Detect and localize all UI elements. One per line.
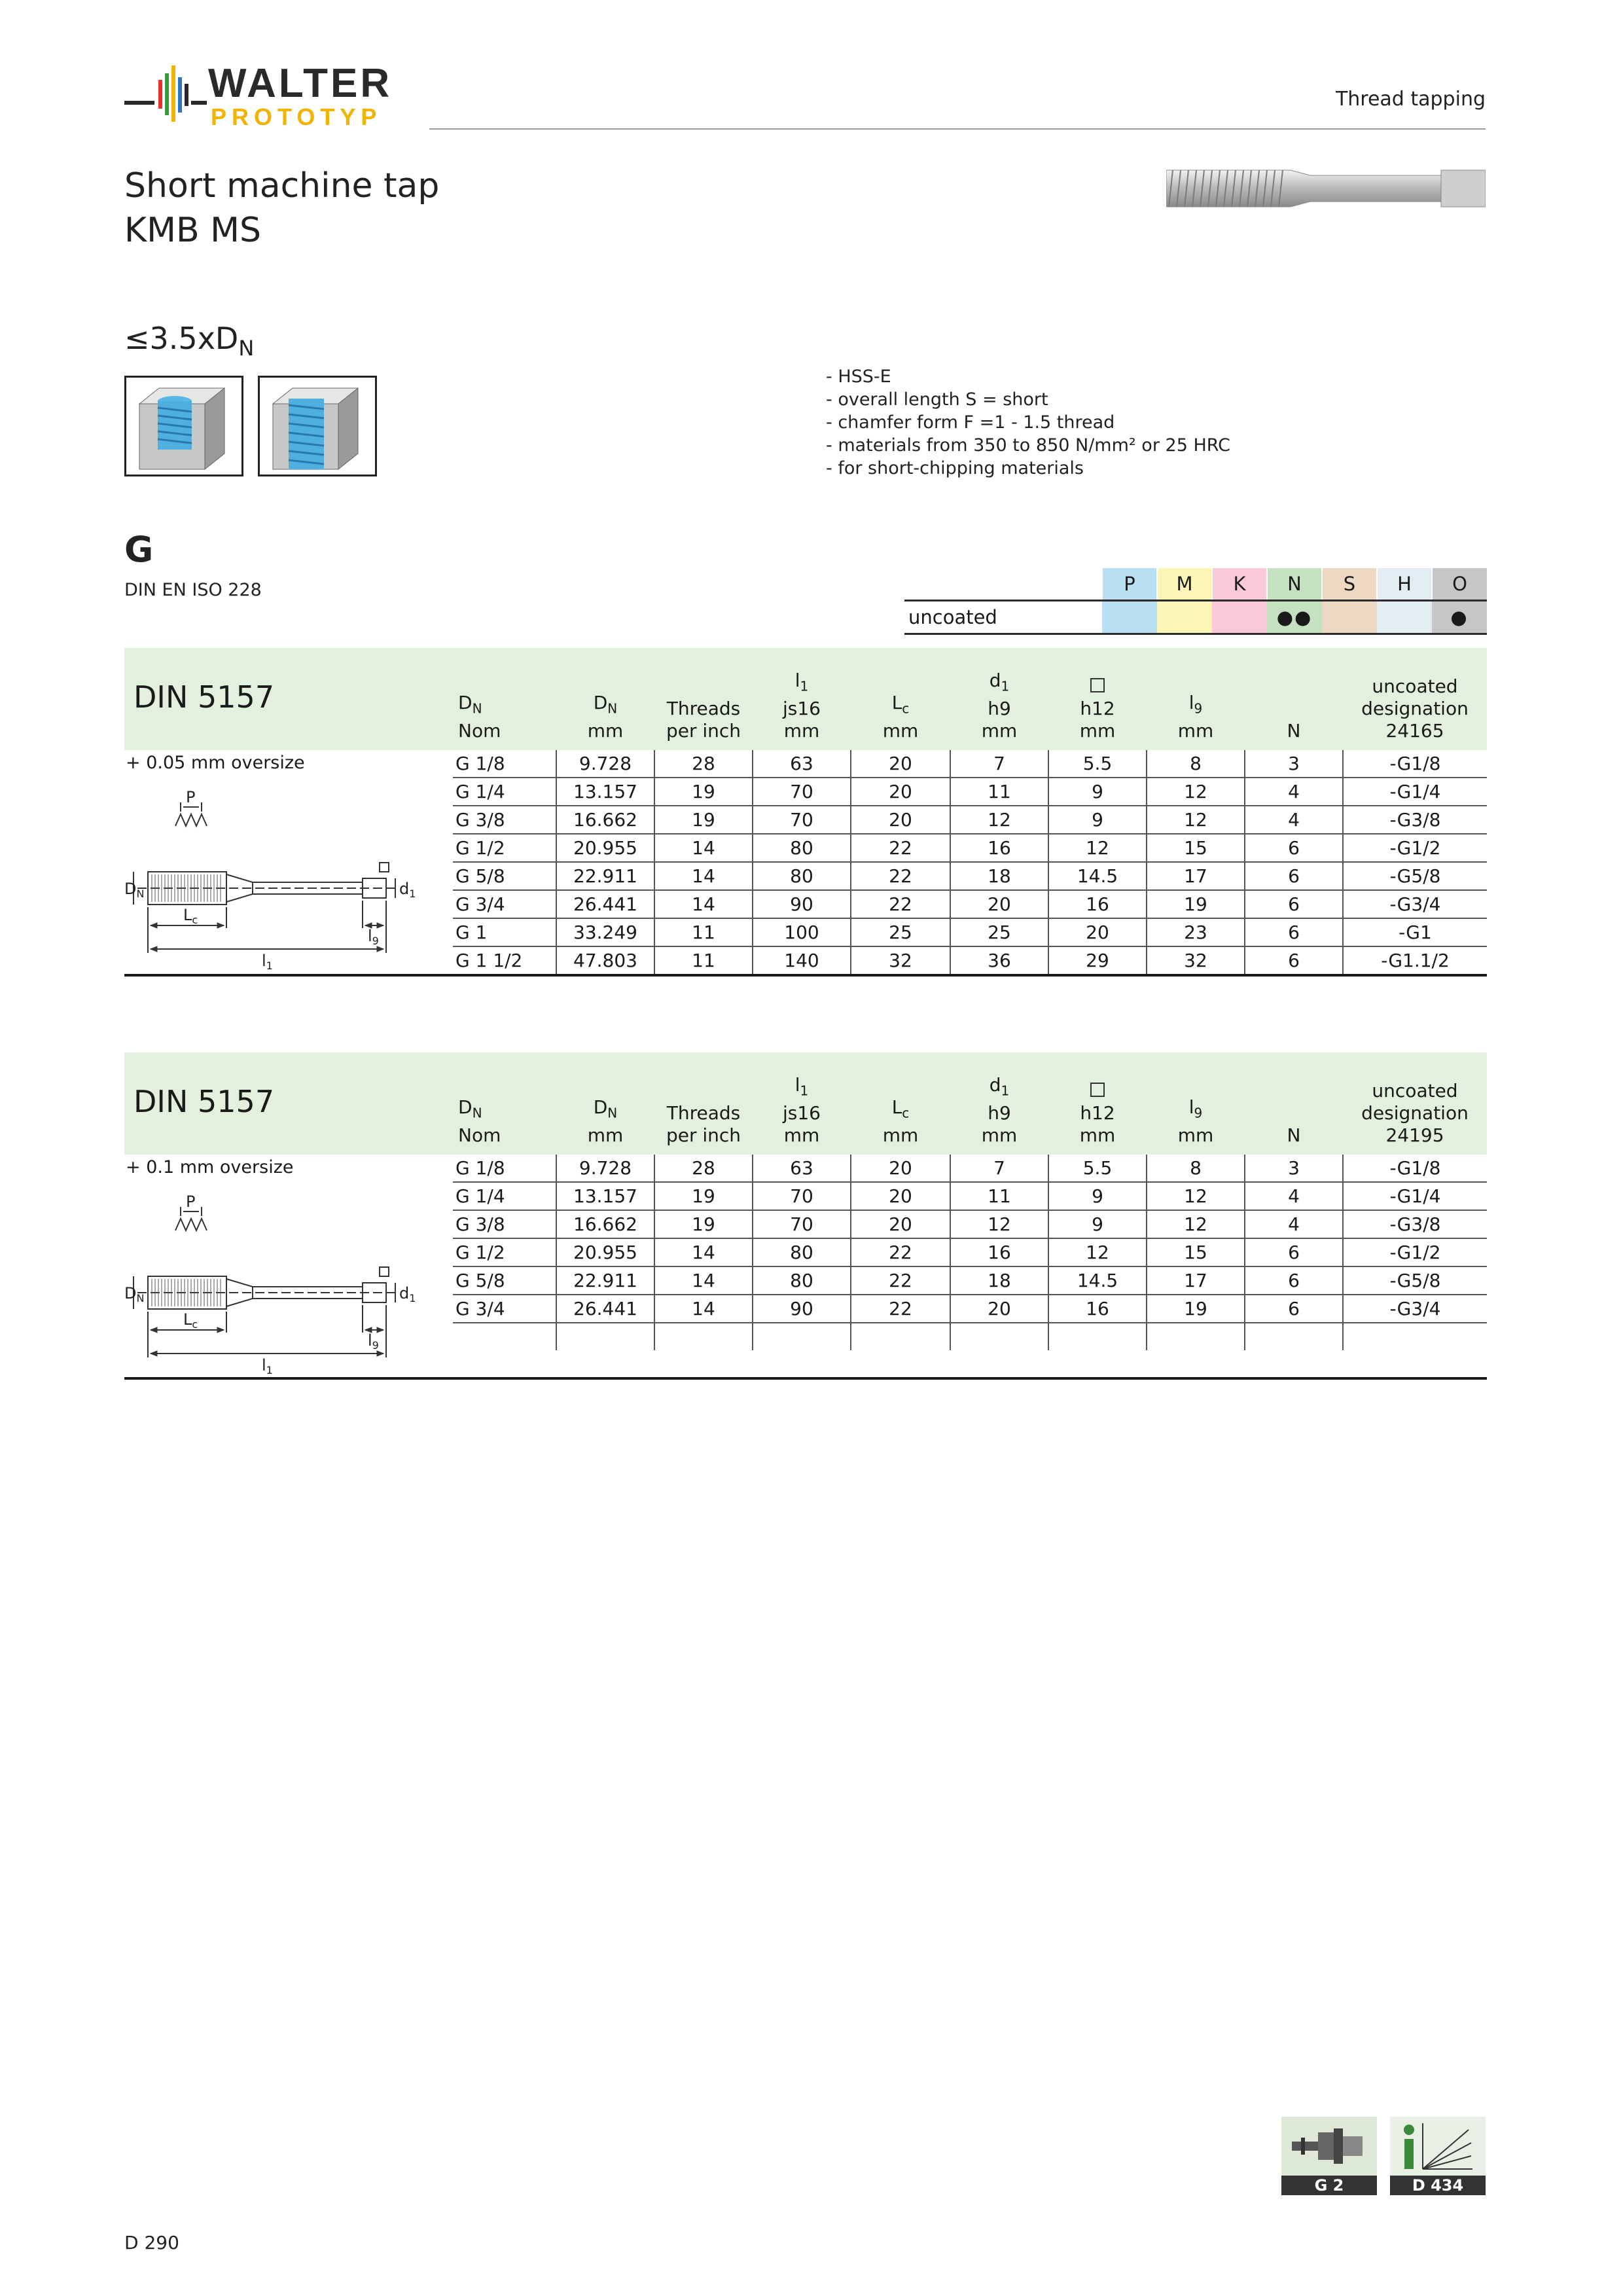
table-cell: 5.5 bbox=[1048, 1155, 1147, 1182]
oversize-note: + 0.1 mm oversize bbox=[126, 1157, 294, 1177]
table-cell: 9 bbox=[1048, 806, 1147, 834]
l1-label: $l_1$ bbox=[262, 952, 273, 972]
table-cell: 140 bbox=[753, 946, 851, 974]
title-line-2: KMB MS bbox=[124, 211, 262, 250]
title-line-1: Short machine tap bbox=[124, 166, 440, 206]
table-cell: G 1/2 bbox=[453, 834, 556, 862]
pitch-label: P bbox=[186, 1194, 196, 1211]
through-hole-icon bbox=[258, 376, 377, 476]
table-cell: 12 bbox=[1147, 778, 1245, 806]
pitch-label: P bbox=[186, 789, 196, 806]
table-cell: 19 bbox=[1147, 1295, 1245, 1323]
l9-label: $l_9$ bbox=[368, 1331, 379, 1352]
table-cell bbox=[654, 1323, 753, 1350]
table-cell: 16.662 bbox=[556, 1210, 654, 1238]
table-cell bbox=[556, 1323, 654, 1350]
spec-table bbox=[453, 1155, 1487, 1350]
table-cell: -G1.1/2 bbox=[1343, 946, 1487, 974]
table-row bbox=[453, 1295, 1487, 1323]
table-cell: G 5/8 bbox=[453, 862, 556, 890]
material-rating bbox=[1212, 601, 1267, 634]
table-cell: 80 bbox=[753, 1238, 851, 1266]
table-standard: DIN 5157 bbox=[134, 679, 275, 715]
col-dn-mm: $D_N$ mm bbox=[587, 692, 624, 742]
table-cell: G 3/4 bbox=[453, 890, 556, 918]
d1-label: $d_1$ bbox=[399, 1284, 416, 1304]
table-cell: 22.911 bbox=[556, 862, 654, 890]
reference-tile-d434[interactable] bbox=[1390, 2117, 1486, 2195]
table-cell bbox=[1245, 1323, 1343, 1350]
table-standard: DIN 5157 bbox=[134, 1084, 275, 1119]
table-cell: 70 bbox=[753, 806, 851, 834]
table-cell: 20 bbox=[1048, 918, 1147, 946]
table-cell: 20.955 bbox=[556, 834, 654, 862]
table-cell: 14 bbox=[654, 890, 753, 918]
table-cell: 80 bbox=[753, 862, 851, 890]
table-cell: 6 bbox=[1245, 862, 1343, 890]
material-group-p: P bbox=[1102, 568, 1157, 601]
material-group-h: H bbox=[1377, 568, 1432, 601]
material-group-o: O bbox=[1432, 568, 1487, 601]
table-cell: 22 bbox=[851, 890, 950, 918]
product-table-2 bbox=[124, 1052, 1487, 1376]
table-cell: -G5/8 bbox=[1343, 1266, 1487, 1295]
col-l9: $l_9$ mm bbox=[1177, 1096, 1214, 1146]
table-cell: 26.441 bbox=[556, 890, 654, 918]
table-cell: 20 bbox=[851, 1155, 950, 1182]
table-cell: 14 bbox=[654, 1238, 753, 1266]
table-cell: 22 bbox=[851, 834, 950, 862]
col-d1: $d_1$ h9 mm bbox=[981, 670, 1018, 742]
table-cell: 14.5 bbox=[1048, 1266, 1147, 1295]
table-cell: 17 bbox=[1147, 862, 1245, 890]
table-cell: 3 bbox=[1245, 1155, 1343, 1182]
table-cell: 22.911 bbox=[556, 1266, 654, 1295]
table-cell: 14 bbox=[654, 1295, 753, 1323]
table-cell: 13.157 bbox=[556, 1182, 654, 1210]
tap-drawing bbox=[124, 1194, 445, 1390]
table-cell: 9 bbox=[1048, 1182, 1147, 1210]
table-cell: 36 bbox=[950, 946, 1048, 974]
table-header bbox=[124, 648, 1487, 750]
table-cell: 4 bbox=[1245, 806, 1343, 834]
table-bottom-rule bbox=[124, 974, 1487, 977]
walter-logo bbox=[124, 60, 399, 132]
table-cell: 6 bbox=[1245, 1266, 1343, 1295]
table-cell: 4 bbox=[1245, 1210, 1343, 1238]
table-cell: 5.5 bbox=[1048, 750, 1147, 778]
col-l9: $l_9$ mm bbox=[1177, 692, 1214, 742]
table-cell: 20 bbox=[851, 1210, 950, 1238]
table-cell bbox=[753, 1323, 851, 1350]
feature-item: - for short-chipping materials bbox=[826, 458, 1084, 478]
table-cell: 12 bbox=[1147, 1182, 1245, 1210]
depth-spec: $\le 3.5xD_N$ bbox=[124, 321, 255, 361]
table-cell bbox=[1343, 1323, 1487, 1350]
spec-table bbox=[453, 750, 1487, 974]
table-cell: 23 bbox=[1147, 918, 1245, 946]
table-cell: 16 bbox=[950, 1238, 1048, 1266]
material-rating bbox=[1322, 601, 1377, 634]
lc-label: $L_c$ bbox=[183, 906, 198, 926]
table-cell: 6 bbox=[1245, 834, 1343, 862]
table-cell: 6 bbox=[1245, 1238, 1343, 1266]
table-row bbox=[453, 750, 1487, 778]
table-cell: -G1/2 bbox=[1343, 834, 1487, 862]
table-cell: 20 bbox=[851, 806, 950, 834]
table-cell: 19 bbox=[654, 1182, 753, 1210]
table-row bbox=[453, 1266, 1487, 1295]
table-cell: 9 bbox=[1048, 1210, 1147, 1238]
table-cell: 20 bbox=[851, 778, 950, 806]
table-row bbox=[453, 806, 1487, 834]
thread-standard: DIN EN ISO 228 bbox=[124, 580, 262, 600]
table-cell: 20 bbox=[950, 1295, 1048, 1323]
table-header bbox=[124, 1052, 1487, 1155]
table-cell: 14.5 bbox=[1048, 862, 1147, 890]
square-drive-icon bbox=[1090, 1083, 1105, 1097]
table-cell: G 1/8 bbox=[453, 750, 556, 778]
table-cell: G 3/8 bbox=[453, 806, 556, 834]
col-n: N bbox=[1287, 1124, 1301, 1146]
col-l1: $l_1$ js16 mm bbox=[783, 670, 821, 742]
table-cell: 33.249 bbox=[556, 918, 654, 946]
table-cell: 25 bbox=[950, 918, 1048, 946]
table-cell: 28 bbox=[654, 1155, 753, 1182]
table-cell: -G1/4 bbox=[1343, 778, 1487, 806]
table-cell: G 3/4 bbox=[453, 1295, 556, 1323]
table-cell: 18 bbox=[950, 1266, 1048, 1295]
table-cell: G 3/8 bbox=[453, 1210, 556, 1238]
table-cell: -G3/4 bbox=[1343, 1295, 1487, 1323]
table-cell bbox=[851, 1323, 950, 1350]
table-cell: 70 bbox=[753, 1182, 851, 1210]
table-cell: 19 bbox=[654, 778, 753, 806]
table-cell: 25 bbox=[851, 918, 950, 946]
l9-label: $l_9$ bbox=[368, 927, 379, 947]
table-cell: 80 bbox=[753, 834, 851, 862]
table-cell: -G3/8 bbox=[1343, 806, 1487, 834]
table-cell: 4 bbox=[1245, 778, 1343, 806]
dn-label: $D_N$ bbox=[124, 880, 145, 900]
table-cell: 6 bbox=[1245, 918, 1343, 946]
table-cell: 70 bbox=[753, 1210, 851, 1238]
table-cell: G 1/4 bbox=[453, 778, 556, 806]
table-row bbox=[453, 890, 1487, 918]
table-cell: 80 bbox=[753, 1266, 851, 1295]
table-cell: 63 bbox=[753, 1155, 851, 1182]
table-cell: G 1/4 bbox=[453, 1182, 556, 1210]
lc-label: $L_c$ bbox=[183, 1310, 198, 1331]
d1-label: $d_1$ bbox=[399, 880, 416, 900]
table-cell: 4 bbox=[1245, 1182, 1343, 1210]
table-cell: 47.803 bbox=[556, 946, 654, 974]
tap-drawing bbox=[124, 789, 445, 986]
material-rating bbox=[1102, 601, 1157, 634]
col-lc: $L_c$ mm bbox=[882, 1096, 919, 1146]
table-cell: -G3/8 bbox=[1343, 1210, 1487, 1238]
material-group-s: S bbox=[1322, 568, 1377, 601]
page-title bbox=[124, 164, 439, 253]
table-cell: 29 bbox=[1048, 946, 1147, 974]
table-cell: -G1/4 bbox=[1343, 1182, 1487, 1210]
table-cell: 11 bbox=[654, 918, 753, 946]
table-cell: 20 bbox=[950, 890, 1048, 918]
info-chart-icon bbox=[1390, 2117, 1486, 2176]
table-cell: 16 bbox=[1048, 890, 1147, 918]
logo-subtitle: PROTOTYP bbox=[211, 103, 382, 130]
table-cell: 14 bbox=[654, 834, 753, 862]
col-dn-nom: $D_N$ Nom bbox=[458, 1096, 501, 1146]
table-cell: 70 bbox=[753, 778, 851, 806]
table-cell: G 1/8 bbox=[453, 1155, 556, 1182]
l1-label: $l_1$ bbox=[262, 1356, 273, 1376]
dn-label: $D_N$ bbox=[124, 1284, 145, 1304]
table-cell: -G1/2 bbox=[1343, 1238, 1487, 1266]
table-cell: 7 bbox=[950, 750, 1048, 778]
table-cell: 11 bbox=[950, 1182, 1048, 1210]
table-cell: -G1/8 bbox=[1343, 1155, 1487, 1182]
table-cell: 18 bbox=[950, 862, 1048, 890]
table-cell: 16 bbox=[1048, 1295, 1147, 1323]
table-cell: 8 bbox=[1147, 750, 1245, 778]
table-cell: 20.955 bbox=[556, 1238, 654, 1266]
table-cell bbox=[453, 1323, 556, 1350]
table-row bbox=[453, 1182, 1487, 1210]
header-divider bbox=[429, 128, 1486, 130]
table-cell: 90 bbox=[753, 890, 851, 918]
table-cell: 19 bbox=[654, 1210, 753, 1238]
col-threads: Threads per inch bbox=[666, 698, 741, 742]
feature-item: - overall length S = short bbox=[826, 389, 1048, 410]
table-cell: G 5/8 bbox=[453, 1266, 556, 1295]
table-cell: -G3/4 bbox=[1343, 890, 1487, 918]
table-row bbox=[453, 1210, 1487, 1238]
table-cell: 6 bbox=[1245, 946, 1343, 974]
table-cell: 26.441 bbox=[556, 1295, 654, 1323]
col-threads: Threads per inch bbox=[666, 1102, 741, 1146]
feature-item: - materials from 350 to 850 N/mm² or 25 HRC bbox=[826, 435, 1231, 456]
table-cell: 6 bbox=[1245, 1295, 1343, 1323]
col-square: h12 mm bbox=[1048, 1052, 1147, 1155]
table-cell: 15 bbox=[1147, 1238, 1245, 1266]
feature-item: - chamfer form F =1 - 1.5 thread bbox=[826, 412, 1115, 433]
table-cell: 19 bbox=[654, 806, 753, 834]
table-row bbox=[453, 834, 1487, 862]
blind-hole-icon bbox=[124, 376, 243, 476]
table-cell: 12 bbox=[950, 806, 1048, 834]
table-row bbox=[453, 946, 1487, 974]
table-row bbox=[453, 1238, 1487, 1266]
col-dn-nom: $D_N$ Nom bbox=[458, 692, 501, 742]
table-cell: 90 bbox=[753, 1295, 851, 1323]
col-d1: $d_1$ h9 mm bbox=[981, 1074, 1018, 1146]
col-designation: uncoated designation 24195 bbox=[1361, 1080, 1469, 1146]
reference-tile-g2[interactable] bbox=[1281, 2117, 1377, 2195]
table-cell: 8 bbox=[1147, 1155, 1245, 1182]
col-square: h12 mm bbox=[1048, 648, 1147, 750]
table-cell: 9 bbox=[1048, 778, 1147, 806]
table-cell: 13.157 bbox=[556, 778, 654, 806]
logo-bars-icon bbox=[124, 60, 209, 132]
table-cell: G 1 1/2 bbox=[455, 950, 523, 971]
table-cell: 9.728 bbox=[556, 1155, 654, 1182]
table-cell: 22 bbox=[851, 1266, 950, 1295]
material-group-m: M bbox=[1157, 568, 1212, 601]
table-cell: 100 bbox=[753, 918, 851, 946]
table-cell: -G5/8 bbox=[1343, 862, 1487, 890]
table-row bbox=[453, 1323, 1487, 1350]
reference-label: G 2 bbox=[1281, 2176, 1377, 2195]
table-cell: 63 bbox=[753, 750, 851, 778]
table-cell: 16 bbox=[950, 834, 1048, 862]
table-row bbox=[453, 1155, 1487, 1182]
material-rating: ●● bbox=[1267, 601, 1322, 634]
table-cell: -G1/8 bbox=[1343, 750, 1487, 778]
table-cell bbox=[950, 1323, 1048, 1350]
reference-label: D 434 bbox=[1390, 2176, 1486, 2195]
table-cell: 15 bbox=[1147, 834, 1245, 862]
page-number: D 290 bbox=[124, 2232, 179, 2253]
table-cell: 12 bbox=[1147, 1210, 1245, 1238]
table-row bbox=[453, 918, 1487, 946]
table-cell: 32 bbox=[851, 946, 950, 974]
coating-label: uncoated bbox=[904, 601, 1102, 634]
table-cell: 22 bbox=[851, 1295, 950, 1323]
oversize-note: + 0.05 mm oversize bbox=[126, 753, 305, 773]
table-cell: 12 bbox=[1147, 806, 1245, 834]
table-cell bbox=[1147, 1323, 1245, 1350]
table-cell: 9.728 bbox=[556, 750, 654, 778]
material-rating: ● bbox=[1432, 601, 1487, 634]
table-cell bbox=[1048, 1323, 1147, 1350]
table-cell: 22 bbox=[851, 1238, 950, 1266]
table-row bbox=[453, 778, 1487, 806]
tool-holder-icon bbox=[1281, 2117, 1377, 2176]
table-cell: 6 bbox=[1245, 890, 1343, 918]
table-cell: 20 bbox=[851, 750, 950, 778]
table-cell: 28 bbox=[654, 750, 753, 778]
section-label: Thread tapping bbox=[1335, 88, 1486, 111]
table-cell: 16.662 bbox=[556, 806, 654, 834]
material-group-k: K bbox=[1212, 568, 1267, 601]
table-cell: 14 bbox=[654, 1266, 753, 1295]
col-lc: $L_c$ mm bbox=[882, 692, 919, 742]
thread-type-letter: G bbox=[124, 529, 154, 570]
table-cell: G 1 bbox=[453, 918, 556, 946]
table-cell: 11 bbox=[950, 778, 1048, 806]
logo-wordmark: WALTER bbox=[208, 61, 393, 106]
table-cell: 32 bbox=[1147, 946, 1245, 974]
square-drive-icon bbox=[1090, 678, 1105, 692]
table-cell: 3 bbox=[1245, 750, 1343, 778]
feature-list bbox=[826, 365, 1230, 480]
table-cell: G 1/2 bbox=[453, 1238, 556, 1266]
table-cell: 20 bbox=[851, 1182, 950, 1210]
table-cell: -G1 bbox=[1343, 918, 1487, 946]
col-designation: uncoated designation 24165 bbox=[1361, 675, 1469, 742]
table-cell: 17 bbox=[1147, 1266, 1245, 1295]
feature-item: - HSS-E bbox=[826, 367, 891, 387]
col-l1: $l_1$ js16 mm bbox=[783, 1074, 821, 1146]
table-cell: 12 bbox=[1048, 1238, 1147, 1266]
material-rating bbox=[1377, 601, 1432, 634]
table-cell: 12 bbox=[950, 1210, 1048, 1238]
table-cell: 19 bbox=[1147, 890, 1245, 918]
table-cell: 12 bbox=[1048, 834, 1147, 862]
table-cell: 7 bbox=[950, 1155, 1048, 1182]
table-cell: 11 bbox=[654, 946, 753, 974]
col-dn-mm: $D_N$ mm bbox=[587, 1096, 624, 1146]
tap-product-image bbox=[1166, 164, 1486, 213]
material-group-n: N bbox=[1267, 568, 1322, 601]
col-n: N bbox=[1287, 720, 1301, 742]
material-suitability-grid bbox=[904, 568, 1487, 635]
material-rating bbox=[1157, 601, 1212, 634]
table-cell: 14 bbox=[654, 862, 753, 890]
table-cell: 22 bbox=[851, 862, 950, 890]
product-table-1 bbox=[124, 648, 1487, 974]
table-bottom-rule bbox=[124, 1377, 1487, 1380]
table-row bbox=[453, 862, 1487, 890]
